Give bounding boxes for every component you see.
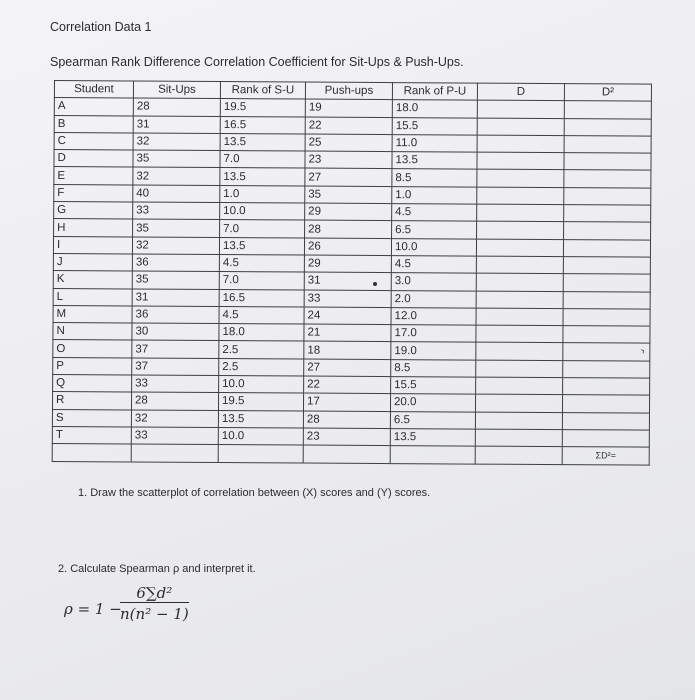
cell-d xyxy=(475,394,562,412)
cell-rank-pu: 20.0 xyxy=(390,394,475,412)
header-rank-su: Rank of S-U xyxy=(220,82,305,100)
cell-rank-su: 10.0 xyxy=(220,203,305,221)
cell-student: G xyxy=(54,202,133,220)
header-push-ups: Push-ups xyxy=(305,82,392,100)
cell-rank-su: 18.0 xyxy=(219,324,304,342)
cell-sit-ups: 35 xyxy=(132,271,219,289)
cell-sit-ups: 37 xyxy=(132,358,219,376)
cell-d xyxy=(477,118,564,136)
cell-sit-ups: 36 xyxy=(132,306,219,324)
cell-rank-su: 16.5 xyxy=(220,116,305,134)
cell-d-squared xyxy=(563,308,650,326)
cell-push-ups: 35 xyxy=(305,186,392,204)
cell-push-ups: 31 xyxy=(304,272,391,290)
cell-d xyxy=(476,256,563,274)
cell-d xyxy=(477,152,564,170)
cell-push-ups: 21 xyxy=(304,324,391,342)
cell-rank-su: 4.5 xyxy=(219,306,304,324)
cell-d xyxy=(477,221,564,239)
cell-sit-ups: 35 xyxy=(133,219,220,237)
cell-push-ups: 22 xyxy=(305,117,392,135)
cell-d-squared xyxy=(564,101,651,119)
cell-rank-su: 13.5 xyxy=(218,410,303,428)
cell-rank-su: 7.0 xyxy=(220,220,305,238)
cell-d-squared xyxy=(564,187,651,205)
table-sum-row xyxy=(52,444,649,465)
cell-rank-su: 13.5 xyxy=(220,133,305,151)
cell-rank-pu: 18.0 xyxy=(392,100,477,118)
cell-d xyxy=(475,412,562,430)
cell-d xyxy=(477,204,564,222)
cell-student: A xyxy=(54,98,133,116)
cell-d-squared xyxy=(564,170,651,188)
cell-d-squared xyxy=(562,412,649,430)
cell-push-ups: 27 xyxy=(304,359,391,377)
cell-sit-ups: 32 xyxy=(133,133,220,151)
cell-push-ups: 28 xyxy=(303,411,390,429)
cell-d-squared xyxy=(562,430,649,448)
cell-student: L xyxy=(53,288,132,306)
sum-cell-empty xyxy=(303,445,390,463)
question-1: 1. Draw the scatterplot of correlation between (X) scores and (Y) scores. xyxy=(78,487,431,499)
sum-cell-empty xyxy=(218,445,303,463)
cell-d xyxy=(476,291,563,309)
cell-student: K xyxy=(53,271,132,289)
question-2: 2. Calculate Spearman ρ and interpret it. xyxy=(58,563,256,575)
cell-sit-ups: 37 xyxy=(132,340,219,358)
cell-d-squared xyxy=(563,326,650,344)
cell-student: N xyxy=(53,323,132,341)
cell-push-ups: 26 xyxy=(304,238,391,256)
cell-student: H xyxy=(54,219,133,237)
cell-d-squared xyxy=(563,291,650,309)
cell-rank-pu: 8.5 xyxy=(391,359,476,377)
cell-d-squared xyxy=(562,395,649,413)
cell-rank-pu: 4.5 xyxy=(391,256,476,274)
formula-lhs: ρ = 1 − xyxy=(64,600,122,618)
cell-d xyxy=(476,360,563,378)
cell-sit-ups: 28 xyxy=(131,392,218,410)
cell-rank-su: 2.5 xyxy=(219,341,304,359)
cell-rank-pu: 6.5 xyxy=(390,411,475,429)
cell-d-squared xyxy=(563,378,650,396)
cell-d-squared xyxy=(563,360,650,378)
cell-student: J xyxy=(53,253,132,271)
header-sit-ups: Sit-Ups xyxy=(133,81,220,99)
cell-rank-su: 2.5 xyxy=(219,358,304,376)
cell-rank-pu: 2.0 xyxy=(391,290,476,308)
cell-sit-ups: 33 xyxy=(133,202,220,220)
cell-push-ups: 19 xyxy=(305,99,392,117)
header-d-squared: D² xyxy=(564,84,651,102)
cell-sit-ups: 30 xyxy=(132,323,219,341)
sum-d-squared-label: ΣD²= xyxy=(562,447,649,465)
sum-cell-empty xyxy=(475,446,562,464)
cell-rank-pu: 4.5 xyxy=(392,204,477,222)
cell-d xyxy=(476,343,563,361)
worksheet-title: Correlation Data 1 xyxy=(50,20,152,34)
formula-fraction xyxy=(120,584,189,623)
cell-student: O xyxy=(53,340,132,358)
cell-rank-pu: 12.0 xyxy=(391,307,476,325)
cell-rank-pu: 15.5 xyxy=(392,117,477,135)
cell-rank-su: 10.0 xyxy=(219,376,304,394)
cell-rank-su: 1.0 xyxy=(220,185,305,203)
cell-rank-su: 13.5 xyxy=(220,168,305,186)
cell-student: Q xyxy=(53,375,132,393)
cell-d-squared xyxy=(564,118,651,136)
sum-cell-empty xyxy=(52,444,131,462)
formula-numerator: 6∑d² xyxy=(120,584,189,603)
header-rank-pu: Rank of P-U xyxy=(392,83,477,101)
cell-d-squared xyxy=(564,205,651,223)
cell-push-ups: 25 xyxy=(305,134,392,152)
cell-sit-ups: 31 xyxy=(132,289,219,307)
cell-rank-su: 13.5 xyxy=(219,237,304,255)
cell-push-ups: 18 xyxy=(304,341,391,359)
stray-mark: › xyxy=(638,344,648,358)
cell-push-ups: 29 xyxy=(304,255,391,273)
cell-student: B xyxy=(54,115,133,133)
cell-student: D xyxy=(54,150,133,168)
cell-rank-su: 7.0 xyxy=(219,272,304,290)
correlation-table xyxy=(52,80,652,465)
cell-rank-su: 16.5 xyxy=(219,289,304,307)
cell-push-ups: 33 xyxy=(304,290,391,308)
formula-denominator: n(n² − 1) xyxy=(120,605,189,623)
header-d: D xyxy=(477,83,564,101)
cell-sit-ups: 33 xyxy=(132,375,219,393)
cell-push-ups: 22 xyxy=(304,376,391,394)
sum-cell-empty xyxy=(131,444,218,462)
cell-sit-ups: 28 xyxy=(133,98,220,116)
cell-sit-ups: 40 xyxy=(133,185,220,203)
cell-sit-ups: 32 xyxy=(131,410,218,428)
cell-rank-su: 19.5 xyxy=(220,99,305,117)
cell-push-ups: 27 xyxy=(305,169,392,187)
cell-d xyxy=(476,239,563,257)
cell-rank-pu: 15.5 xyxy=(391,377,476,395)
cell-rank-pu: 3.0 xyxy=(391,273,476,291)
cell-rank-pu: 17.0 xyxy=(391,325,476,343)
cell-student: R xyxy=(52,392,131,410)
sum-cell-empty xyxy=(390,446,475,464)
cell-push-ups: 17 xyxy=(303,393,390,411)
stray-dot xyxy=(373,282,377,286)
cell-rank-su: 19.5 xyxy=(218,393,303,411)
cell-d-squared xyxy=(563,239,650,257)
cell-rank-pu: 13.5 xyxy=(390,428,475,446)
cell-rank-pu: 11.0 xyxy=(392,134,477,152)
cell-rank-pu: 6.5 xyxy=(392,221,477,239)
cell-push-ups: 23 xyxy=(305,151,392,169)
cell-d-squared xyxy=(564,136,651,154)
cell-sit-ups: 31 xyxy=(133,116,220,134)
cell-rank-pu: 1.0 xyxy=(392,186,477,204)
cell-d xyxy=(477,170,564,188)
cell-student: I xyxy=(53,236,132,254)
cell-rank-pu: 8.5 xyxy=(392,169,477,187)
cell-sit-ups: 32 xyxy=(132,237,219,255)
cell-push-ups: 23 xyxy=(303,428,390,446)
cell-d xyxy=(477,135,564,153)
cell-push-ups: 28 xyxy=(305,220,392,238)
cell-student: T xyxy=(52,426,131,444)
cell-push-ups: 29 xyxy=(305,203,392,221)
cell-sit-ups: 33 xyxy=(131,427,218,445)
cell-sit-ups: 32 xyxy=(133,167,220,185)
cell-d-squared xyxy=(563,257,650,275)
cell-rank-su: 10.0 xyxy=(218,427,303,445)
cell-d xyxy=(477,187,564,205)
cell-d-squared xyxy=(564,153,651,171)
cell-rank-pu: 19.0 xyxy=(391,342,476,360)
cell-d-squared xyxy=(564,222,651,240)
cell-rank-su: 7.0 xyxy=(220,151,305,169)
cell-d xyxy=(475,429,562,447)
cell-student: F xyxy=(54,184,133,202)
cell-student: C xyxy=(54,132,133,150)
header-student: Student xyxy=(54,81,133,99)
cell-sit-ups: 35 xyxy=(133,150,220,168)
cell-rank-pu: 13.5 xyxy=(392,152,477,170)
cell-d-squared xyxy=(563,343,650,361)
worksheet-subtitle: Spearman Rank Difference Correlation Coefficient for Sit-Ups & Push-Ups. xyxy=(50,55,464,69)
cell-rank-su: 4.5 xyxy=(219,254,304,272)
cell-student: M xyxy=(53,305,132,323)
cell-rank-pu: 10.0 xyxy=(391,238,476,256)
cell-d xyxy=(477,100,564,118)
cell-student: E xyxy=(54,167,133,185)
cell-student: S xyxy=(52,409,131,427)
cell-push-ups: 24 xyxy=(304,307,391,325)
cell-student: P xyxy=(53,357,132,375)
cell-d xyxy=(476,308,563,326)
cell-d xyxy=(476,377,563,395)
cell-d xyxy=(476,273,563,291)
cell-d xyxy=(476,325,563,343)
cell-sit-ups: 36 xyxy=(132,254,219,272)
cell-d-squared xyxy=(563,274,650,292)
